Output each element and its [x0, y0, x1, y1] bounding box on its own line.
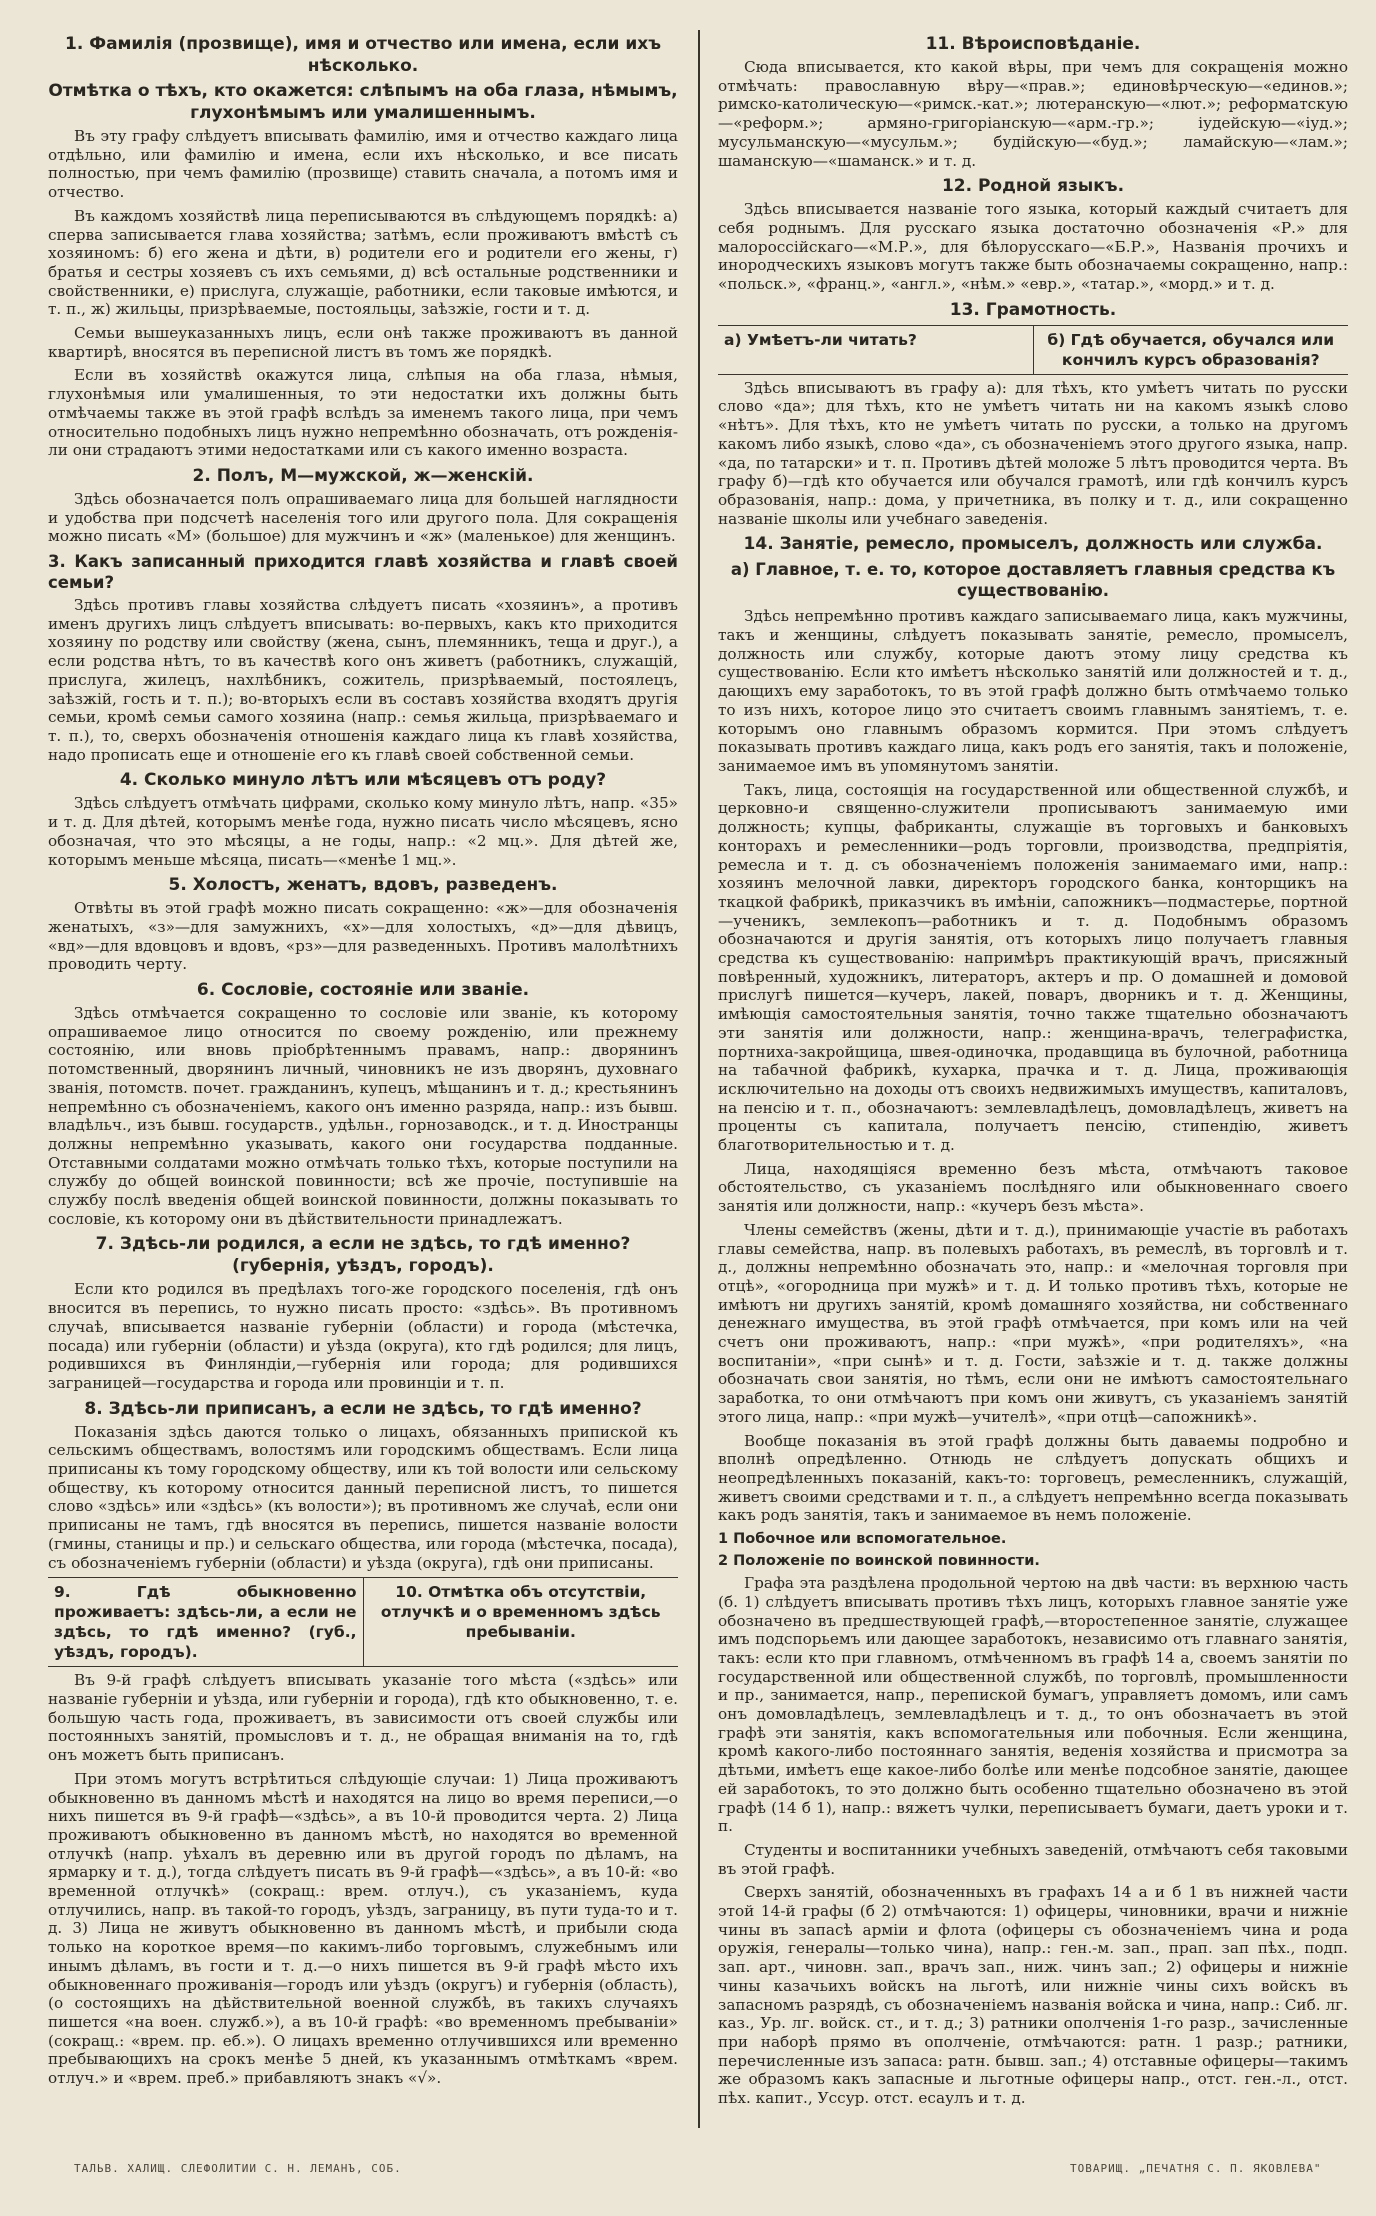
- section-12-p1: Здѣсь вписывается названіе того языка, который каждый считаетъ для себя роднымъ. Для русскаго языка достаточно обозначенія «Р.» для малороссійскаго—«М.Р.», для бѣлорусскаго—«Б.Р.», Названія прочихъ и инородческихъ языковъ могутъ также быть обозначаемы сокращенно, напр.: «польск.», «франц.», «англ.», «нѣм.» «евр.», «татар.», «морд.» и т. д.: [718, 200, 1348, 294]
- section-13-title: 13. Грамотность.: [949, 299, 1117, 320]
- section-14-b1-title: 1 Побочное или вспомогательное.: [718, 1531, 1007, 1548]
- section-1-mark-title: Отмѣтка о тѣхъ, кто окажется: слѣпымъ на оба глаза, нѣмымъ, глухонѣмымъ или умалишеннымъ.: [48, 81, 678, 123]
- section-12-title: 12. Родной языкъ.: [941, 176, 1125, 197]
- section-13-col-a: а) Умѣетъ-ли читать?: [724, 330, 917, 349]
- section-14-p5: Вообще показанія въ этой графѣ должны быть даваемы подробно и вполнѣ опредѣленно. Отнюдь не слѣдуетъ допускать общихъ и неопредѣленныхъ показаній, какъ-то: торговецъ, ремесленникъ, служащій, живетъ своими средствами и т. п., а слѣдуетъ непремѣнно всегда показывать какъ родъ занятія, такъ и занимаемое въ немъ положеніе.: [718, 1431, 1348, 1525]
- section-2-p1: Здѣсь обозначается полъ опрашиваемаго лица для большей наглядности и удобства при подсчетѣ населенія того или другого пола. Для сокращенія можно писать «М» (большое) для мужчинъ и «ж» (маленькое) для женщинъ.: [48, 489, 678, 546]
- section-6-title: 6. Сословіе, состояніе или званіе.: [196, 980, 530, 1001]
- section-14-p7: Студенты и воспитанники учебныхъ заведеній, отмѣчаютъ себя таковыми въ этой графѣ.: [718, 1840, 1348, 1878]
- section-9-p2: При этомъ могутъ встрѣтиться слѣдующіе случаи: 1) Лица проживаютъ обыкновенно въ данномъ мѣстѣ и находятся на лицо во время переписи,—о нихъ пишется въ 9-й графѣ—«здѣсь», а въ 10-й проводится черта. 2) Лица проживаютъ обыкновенно въ данномъ мѣстѣ, но находятся во временной отлучкѣ (напр. уѣхалъ въ деревню или въ другой городъ по дѣламъ, на ярмарку и т. д.), тогда слѣдуетъ писать въ 9-й графѣ—«здѣсь», а въ 10-й: «во временной отлучкѣ» (сокращ.: врем. отлуч.), съ указаніемъ, куда отлучились, напр. въ такой-то городъ, уѣздъ, заграницу, въ пути туда-то и т. д. 3) Лица не живутъ обыкновенно въ данномъ мѣстѣ, и прибыли сюда только на короткое время—по какимъ-либо торговымъ, служебнымъ или инымъ дѣламъ, въ гости и т. д.—о нихъ пишется въ 9-й графѣ мѣсто ихъ обыкновеннаго проживанія—городъ или уѣздъ (округъ) и губернія (область), (о состоящихъ на дѣйствительной военной службѣ, въ такихъ случаяхъ пишется «на воен. служб.»), а въ 10-й графѣ: «во временномъ пребываніи» (сокращ.: «врем. пр. еб.»). О лицахъ временно отлучившихся или временно пребывающихъ на срокъ менѣе 5 дней, къ указаннымъ отмѣткамъ «врем. отлуч.» и «врем. преб.» прибавляютъ знакъ «√».: [48, 1769, 678, 2088]
- section-14-p4: Члены семействъ (жены, дѣти и т. д.), принимающіе участіе въ работахъ главы семейства, напр. въ полевыхъ работахъ, въ ремеслѣ, въ торговлѣ и т. д., должны непремѣнно обозначать это, напр.: и «мелочная торговля при отцѣ», «огородница при мужѣ» и т. д. И только противъ тѣхъ, которые не имѣютъ ни другихъ занятій, кромѣ домашняго хозяйства, ни собственнаго денежнаго имущества, въ этой графѣ отмѣчается, при комъ или на чей счетъ они проживаютъ, напр.: «при мужѣ», «при родителяхъ», «на воспитаніи», «при сынѣ» и т. д. Гости, заѣзжіе и т. д. также должны обозначать свои занятія, но тѣмъ, если они не имѣютъ самостоятельнаго заработка, то они отмѣчаютъ при комъ они живутъ, съ указаніемъ занятій этого лица, напр.: «при мужѣ—учителѣ», «при отцѣ—сапожникѣ».: [718, 1220, 1348, 1426]
- section-1-title: 1. Фамилія (прозвище), имя и отчество или имена, если ихъ нѣсколько.: [65, 34, 661, 76]
- section-13-header: [718, 325, 1348, 375]
- section-4-p1: Здѣсь слѣдуетъ отмѣчать цифрами, сколько кому минуло лѣтъ, напр. «35» и т. д. Для дѣтей, которымъ менѣе года, нужно писать число мѣсяцевъ, ясно обозначая, что это мѣсяцы, а не годы, напр.: «2 мц.». Для дѣтей же, которымъ меньше мѣсяца, писать—«менѣе 1 мц.».: [48, 794, 678, 869]
- section-14-p8: Сверхъ занятій, обозначенныхъ въ графахъ 14 а и б 1 въ нижней части этой 14-й графы (б 2) отмѣчаются: 1) офицеры, чиновники, врачи и нижніе чины въ запасѣ арміи и флота (офицеры съ обозначеніемъ чина и рода оружія, генералы—только чина), напр.: ген.-м. зап., прап. зап пѣх., подп. зап. арт., чиновн. зап., врачъ зап., ниж. чинъ зап.; 2) офицеры и нижніе чины казачьихъ войскъ на льготѣ, или нижніе чины сихъ войскъ въ запасномъ разрядѣ, съ обозначеніемъ названія войска и чина, напр.: Сиб. лг. каз., Ур. лг. войск. ст., и т. д.; 3) ратники ополченія 1-го разр., зачисленные при наборѣ прямо въ ополченіе, отмѣчаются: ратн. 1 разр.; ратники, перечисленные изъ запаса: ратн. бывш. зап.; 4) отставные офицеры—такимъ же образомъ какъ запасные и льготные офицеры напр., отст. ген.-л., отст. пѣх. капит., Уссур. отст. есаулъ и т. д.: [718, 1883, 1348, 2108]
- section-9-10-header: [48, 1577, 678, 1667]
- section-5-title: 5. Холостъ, женатъ, вдовъ, разведенъ.: [168, 875, 558, 896]
- section-9-title: 9. Гдѣ обыкновенно проживаетъ: здѣсь-ли, а если не здѣсь, то гдѣ именно? (губ., уѣздъ, городъ).: [54, 1583, 357, 1662]
- section-3-title: 3. Какъ записанный приходится главѣ хозяйства и главѣ своей семьи?: [48, 552, 678, 593]
- section-14-p2: Такъ, лица, состоящія на государственной или общественной службѣ, и церковно-и священно-служители прописываютъ занимаемую ими должность; купцы, фабриканты, служащіе въ торговыхъ и банковыхъ конторахъ и ремесленники—родъ торговли, производства, предпріятія, ремесла и т. д. съ обозначеніемъ положенія занимаемаго ими, напр.: хозяинъ мелочной лавки, директоръ городского банка, конторщикъ на ткацкой фабрикѣ, приказчикъ въ имѣніи, сапожникъ—подмастерье, портной—ученикъ, землекопъ—работникъ и т. д. Подобнымъ образомъ обозначаются и другія занятія, отъ которыхъ лицо получаетъ главныя средства къ существованію: напримѣръ практикующій врачъ, присяжный повѣренный, художникъ, литераторъ, актеръ и пр. О домашней и домовой прислугѣ пишется—кучеръ, лакей, поваръ, дворникъ и т. д. Женщины, имѣющія самостоятельныя занятія, точно также тщательно обозначаютъ эти занятія или должности, напр.: женщина-врачъ, телеграфистка, портниха-закройщица, швея-одиночка, продавщица въ булочной, работница на табачной фабрикѣ, кухарка, прачка и т. д. Лица, проживающія исключительно на доходы отъ своихъ недвижимыхъ имуществъ, капиталовъ, на пенсію и т. п., обозначаютъ: землевладѣлецъ, домовладѣлецъ, живетъ на проценты съ капитала, получаетъ пенсію, стипендію, живетъ благотворительностью и т. д.: [718, 780, 1348, 1155]
- section-14-p3: Лица, находящіяся временно безъ мѣста, отмѣчаютъ таковое обстоятельство, съ указаніемъ послѣдняго или обыкновеннаго своего занятія или должности, напр.: «кучеръ безъ мѣста».: [718, 1159, 1348, 1216]
- printer-imprint-right: ТОВАРИЩ. „ПЕЧАТНЯ С. П. ЯКОВЛЕВА": [1070, 2162, 1322, 2175]
- section-11-title: 11. Вѣроисповѣданіе.: [925, 34, 1141, 54]
- section-10-title: 10. Отмѣтка объ отсутствіи, отлучкѣ и о временномъ здѣсь пребываніи.: [363, 1578, 679, 1666]
- section-2-title: 2. Полъ, М—мужской, ж—женскій.: [192, 465, 534, 486]
- section-14-sub-a: а) Главное, т. е. то, которое доставляетъ главныя средства къ существованію.: [730, 560, 1336, 601]
- section-14-p1: Здѣсь непремѣнно противъ каждаго записываемаго лица, какъ мужчины, такъ и женщины, слѣдуетъ показывать занятіе, ремесло, промыселъ, должность или службу, которые даютъ этому лицу средства къ существованію. Если кто имѣетъ нѣсколько занятій или должностей и т. д., дающихъ ему заработокъ, то въ этой графѣ должно быть отмѣчаемо только то изъ нихъ, которое лицо это считаетъ своимъ главнымъ занятіемъ, т. е. которымъ оно главнымъ образомъ кормится. При этомъ слѣдуетъ показывать противъ каждаго лица, какъ родъ его занятія, такъ и положеніе, занимаемое имъ въ упомянутомъ занятіи.: [718, 607, 1348, 775]
- section-1-p1: Въ эту графу слѣдуетъ вписывать фамилію, имя и отчество каждаго лица отдѣльно, или фамилію и имена, если ихъ нѣсколько, и все писать полностью, при чемъ фамилію (прозвище) ставить сначала, а потомъ имя и отчество.: [48, 127, 678, 202]
- section-9-p1: Въ 9-й графѣ слѣдуетъ вписывать указаніе того мѣста («здѣсь» или названіе губерніи и уѣзда, или губерніи и города), гдѣ кто обыкновенно, т. е. большую часть года, проживаетъ, въ зависимости отъ своей службы или постоянныхъ занятій, промысловъ и т. д., не обращая вниманія на то, гдѣ онъ можетъ быть приписанъ.: [48, 1671, 678, 1765]
- section-8-p1: Показанія здѣсь даются только о лицахъ, обязанныхъ припиской къ сельскимъ обществамъ, волостямъ или городскимъ обществамъ. Если лица приписаны къ тому городскому обществу, или къ той волости или сельскому обществу, къ которому относится данный переписной листъ, то пишется слово «здѣсь» или «здѣсь» (къ волости»); въ противномъ же случаѣ, если они приписаны не тамъ, гдѣ вносятся въ перепись, пишется названіе волости (гмины, станицы и пр.) и сельскаго общества, или города (мѣстечка, посада), съ обозначеніемъ губерніи (области) и уѣзда (округа), гдѣ они приписаны.: [48, 1422, 678, 1572]
- right-column: [718, 30, 1348, 2113]
- section-3-p1: Здѣсь противъ главы хозяйства слѣдуетъ писать «хозяинъ», а противъ именъ другихъ лицъ слѣдуетъ вписывать: во-первыхъ, какъ кто приходится хозяину по родству или свойству (жена, сынъ, племянникъ, теща и друг.), а если родства нѣтъ, то въ качествѣ кого онъ живетъ (работникъ, служащій, прислуга, жилецъ, нахлѣбникъ, сожитель, призрѣваемый, постоялецъ, заѣзжій, гость и т. п.); во-вторыхъ если въ составъ хозяйства входятъ другія семьи, кромѣ семьи самого хозяина (напр.: семья жильца, призрѣваемаго и т. п.), то, сверхъ обозначенія отношенія каждаго лица къ главѣ хозяйства, надо прописать еще и отношеніе его къ главѣ своей собственной семьи.: [48, 596, 678, 764]
- left-column: [48, 30, 678, 2093]
- section-14-b2-title: 2 Положеніе по воинской повинности.: [718, 1553, 1040, 1570]
- section-13-col-b: б) Гдѣ обучается, обучался или кончилъ курсъ образованія?: [1033, 326, 1349, 374]
- printer-imprint-left: ТАЛЬВ. ХАЛИЩ. СЛЕФОЛИТИИ С. Н. ЛЕМАНЪ, СОБ.: [74, 2162, 402, 2175]
- section-4-title: 4. Сколько минуло лѣтъ или мѣсяцевъ отъ роду?: [119, 770, 607, 791]
- section-1-p4: Если въ хозяйствѣ окажутся лица, слѣпыя на оба глаза, нѣмыя, глухонѣмыя или умалишенныя, то эти недостатки ихъ должны быть отмѣчаемы также въ этой графѣ вслѣдъ за именемъ такого лица, при чемъ относительно подобныхъ лицъ нужно непремѣнно обозначать, отъ рожденія-ли они страдаютъ этими недостатками или съ какого именно возраста.: [48, 366, 678, 460]
- section-8-title: 8. Здѣсь-ли приписанъ, а если не здѣсь, то гдѣ именно?: [84, 1398, 642, 1419]
- section-14-p6: Графа эта раздѣлена продольной чертою на двѣ части: въ верхнюю часть (б. 1) слѣдуетъ вписывать противъ тѣхъ лицъ, которыхъ главное занятіе уже обозначено въ предшествующей графѣ,—второстепенное занятіе, служащее имъ подспорьемъ или дающее заработокъ, независимо отъ главнаго занятія, такъ: если кто при главномъ, отмѣченномъ въ графѣ 14 а, своемъ занятіи по государственной или общественной службѣ, по торговлѣ, промышленности и пр., занимается, напр., перепиской бумагъ, управляетъ домомъ, или самъ онъ домовладѣлецъ, землевладѣлецъ и т. д., то онъ обозначаетъ въ этой графѣ эти занятія, какъ вспомогательныя или побочныя. Если женщина, кромѣ какого-либо постояннаго занятія, веденія хозяйства и присмотра за дѣтьми, имѣетъ еще какое-либо болѣе или менѣе подсобное занятіе, дающее ей заработокъ, то это должно быть особенно тщательно обозначено въ этой графѣ (14 б 1), напр.: вяжетъ чулки, переписываетъ бумаги, даетъ уроки и т. п.: [718, 1574, 1348, 1836]
- section-7-p1: Если кто родился въ предѣлахъ того-же городского поселенія, гдѣ онъ вносится въ перепись, то нужно писать просто: «здѣсь». Въ противномъ случаѣ, вписывается названіе губерніи (области) и города (мѣстечка, посада) или губерніи (области) и уѣзда (округа), кто гдѣ родился; для лицъ, родившихся въ Финляндіи,—губернія или города; для родившихся заграницей—государства и города или провинціи и т. п.: [48, 1280, 678, 1392]
- section-1-p3: Семьи вышеуказанныхъ лицъ, если онѣ также проживаютъ въ данной квартирѣ, вносятся въ переписной листъ въ томъ же порядкѣ.: [48, 324, 678, 361]
- section-13-p1: Здѣсь вписываютъ въ графу а): для тѣхъ, кто умѣетъ читать по русски слово «да»; для тѣхъ, кто не умѣетъ читать ни на какомъ языкѣ слово «нѣтъ». Для тѣхъ, кто не умѣетъ читать по русски, а только на другомъ какомъ либо языкѣ, слово «да», съ обозначеніемъ этого другого языка, напр. «да, по татарски» и т. п. Противъ дѣтей моложе 5 лѣтъ проводится черта. Въ графу б)—гдѣ кто обучается или обучался грамотѣ, или гдѣ кончилъ курсъ образованія, напр.: дома, у причетника, въ полку и т. д., или сокращенно названіе школы или учебнаго заведенія.: [718, 378, 1348, 528]
- column-divider: [698, 30, 700, 2128]
- section-11-p1: Сюда вписывается, кто какой вѣры, при чемъ для сокращенія можно отмѣчать: православную вѣру—«прав.»; единовѣрческую—«единов.»; римско-католическую—«римск.-кат.»; лютеранскую—«лют.»; реформатскую—«реформ.»; армяно-григоріанскую—«арм.-гр.»; іудейскую—«іуд.»; мусульманскую—«мусульм.»; будійскую—«буд.»; ламайскую—«лам.»; шаманскую—«шаманск.» и т. д.: [718, 58, 1348, 170]
- section-7-title: 7. Здѣсь-ли родился, а если не здѣсь, то гдѣ именно? (губернія, уѣздъ, городъ).: [95, 1234, 631, 1277]
- section-5-p1: Отвѣты въ этой графѣ можно писать сокращенно: «ж»—для обозначенія женатыхъ, «з»—для замужнихъ, «х»—для холостыхъ, «д»—для дѣвицъ, «вд»—для вдовцовъ и вдовъ, «рз»—для разведенныхъ. Противъ малолѣтнихъ проводить черту.: [48, 899, 678, 974]
- section-6-p1: Здѣсь отмѣчается сокращенно то сословіе или званіе, къ которому опрашиваемое лицо относится по своему рожденію, или прежнему состоянію, или вновь пріобрѣтеннымъ правамъ, напр.: дворянинъ потомственный, дворянинъ личный, чиновникъ не изъ дворянъ, духовнаго званія, потомств. почет. гражданинъ, купецъ, мѣщанинъ и т. д.; крестьянинъ непремѣнно съ обозначеніемъ, какого онъ именно разряда, напр.: изъ бывш. владѣльч., изъ бывш. государств., удѣльн., горнозаводск., и т. д. Иностранцы должны непремѣнно указывать, какого они государства подданные. Отставными солдатами можно отмѣчать только тѣхъ, которые поступили на службу до общей воинской повинности; всѣ же прочіе, поступившіе на службу послѣ введенія общей воинской повинности, должны показывать то сословіе, къ которому они въ дѣйствительности принадлежатъ.: [48, 1004, 678, 1228]
- section-1-p2: Въ каждомъ хозяйствѣ лица переписываются въ слѣдующемъ порядкѣ: а) сперва записывается глава хозяйства; затѣмъ, если проживаютъ вмѣстѣ съ хозяиномъ: б) его жена и дѣти, в) родители его и родители его жены, г) братья и сестры хозяевъ съ ихъ семьями, д) всѣ остальные родственники и свойственники, е) прислуга, служащіе, работники, если таковые имѣются, и т. п., ж) жильцы, призрѣваемые, постояльцы, заѣзжіе, гости и т. д.: [48, 206, 678, 319]
- section-14-title: 14. Занятіе, ремесло, промыселъ, должность или служба.: [743, 534, 1323, 555]
